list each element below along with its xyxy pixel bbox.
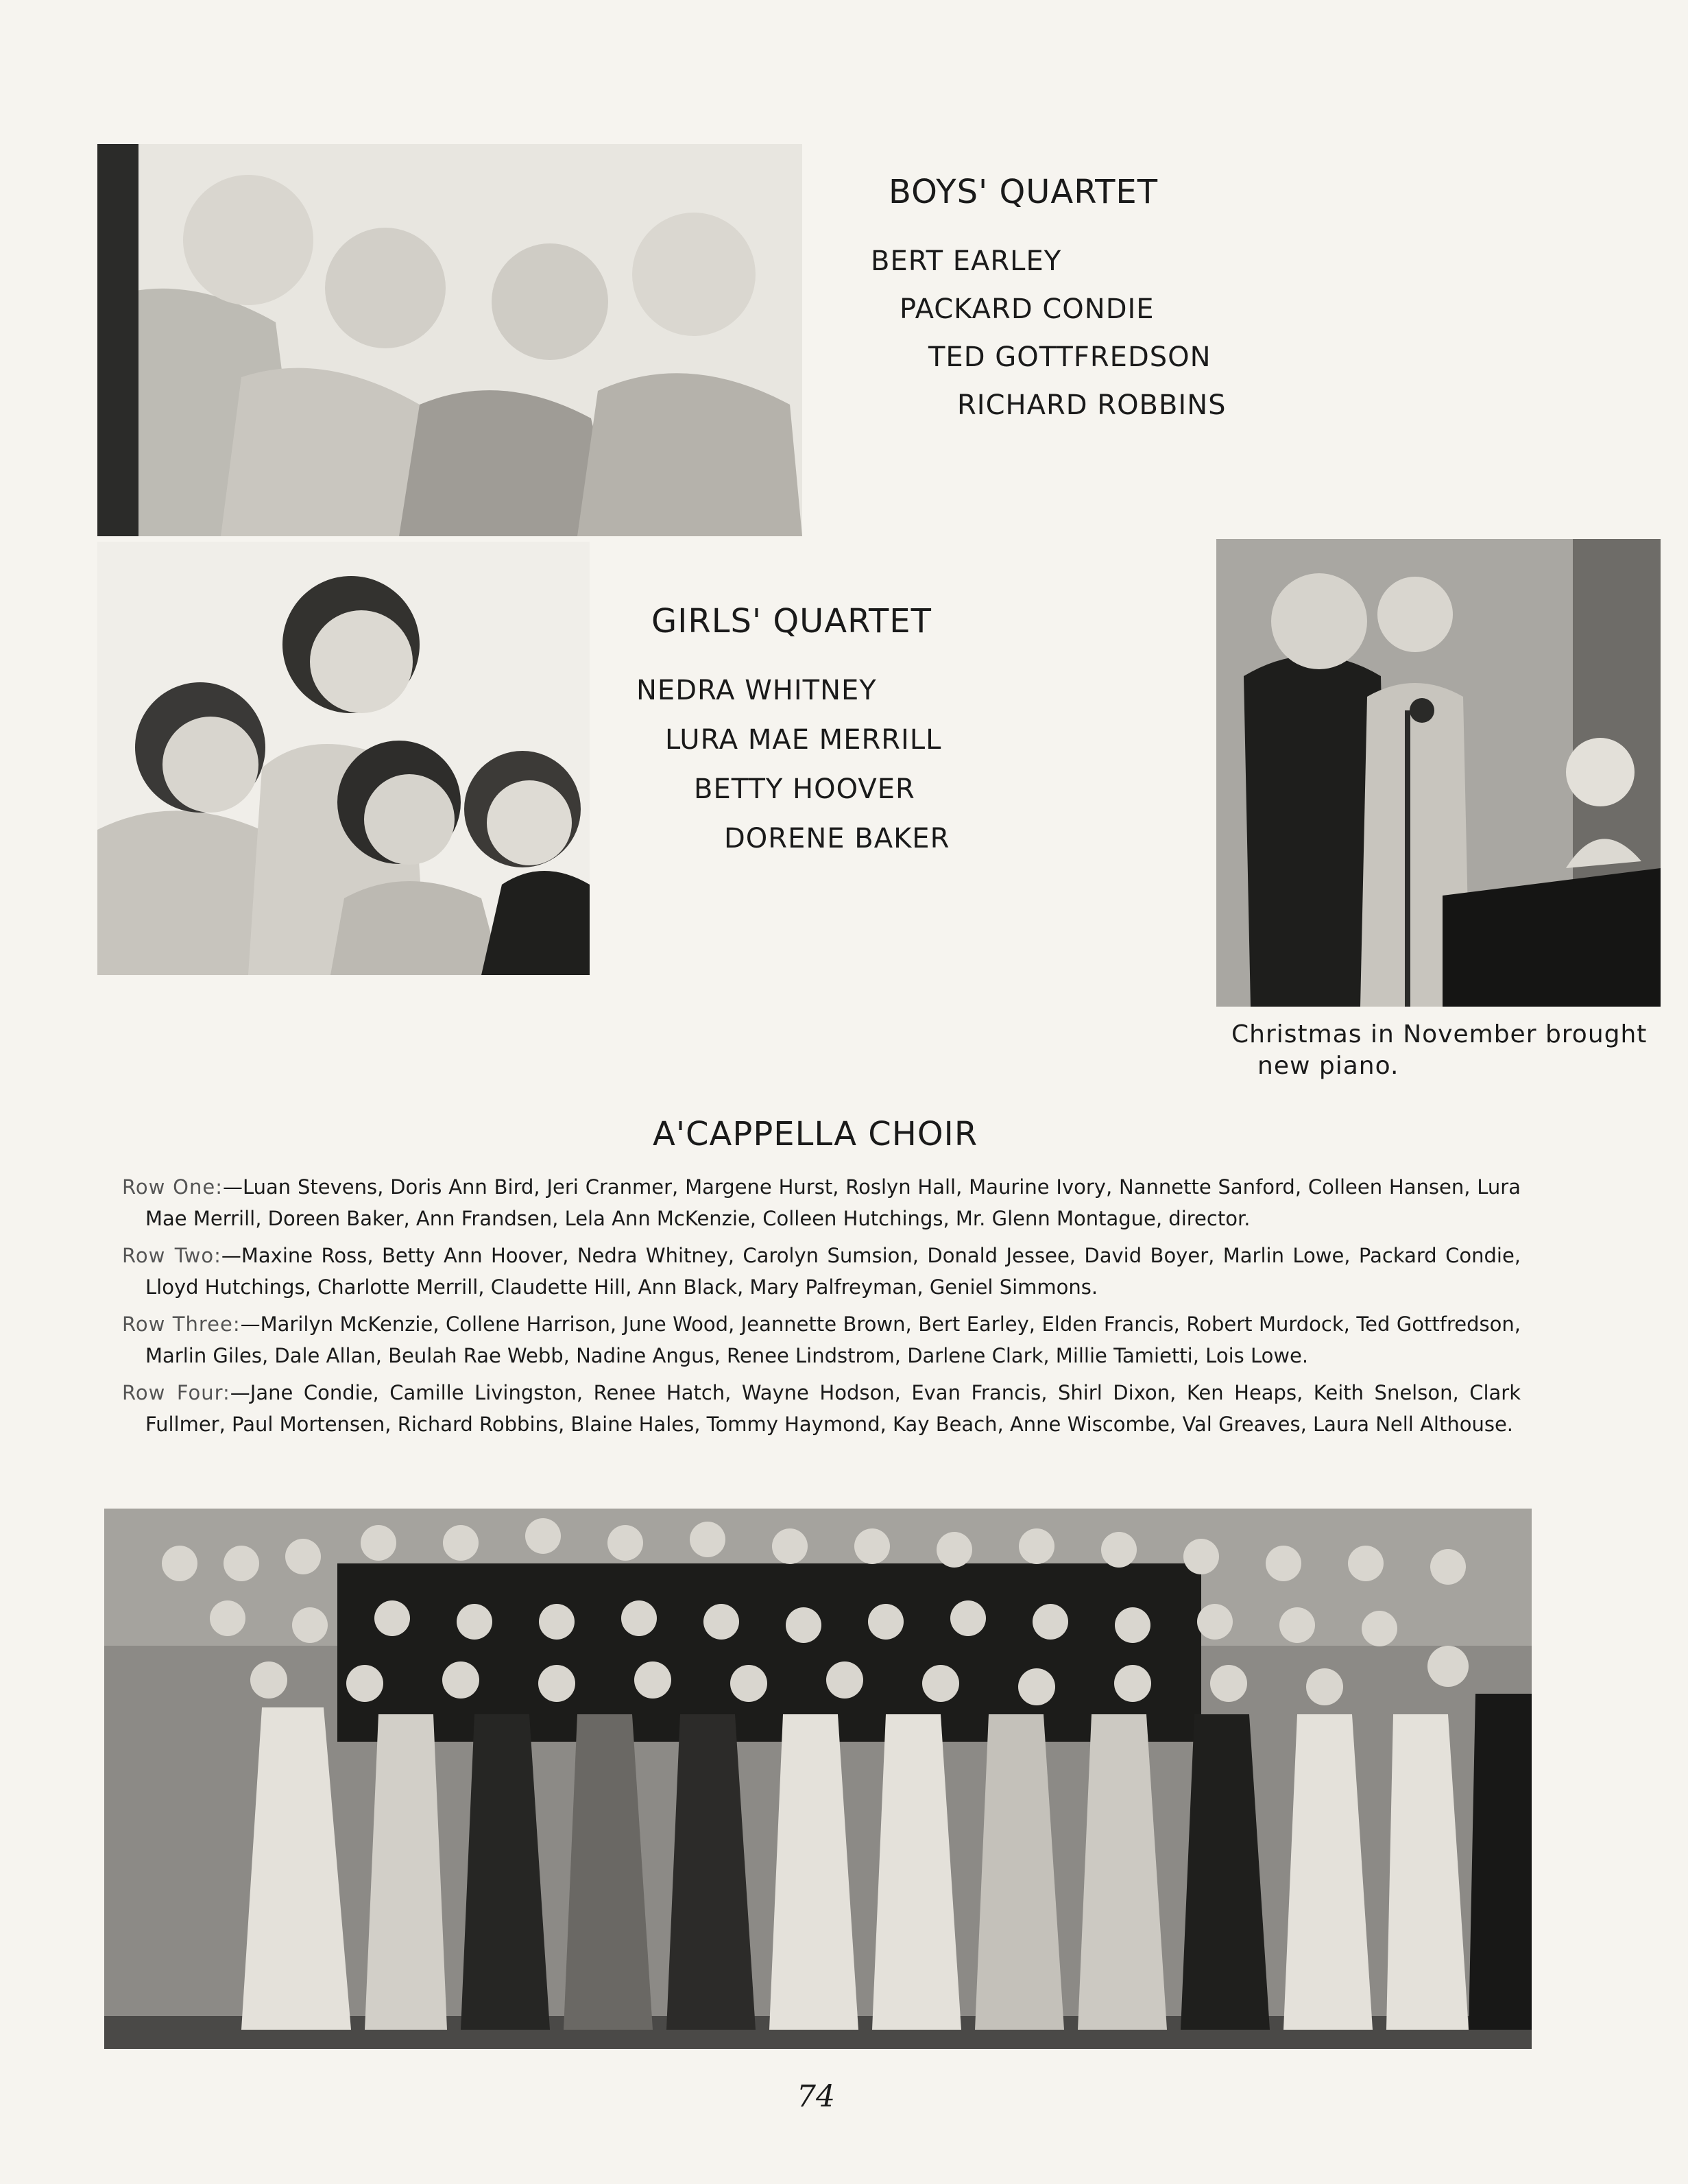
- boys-quartet-member: BERT EARLEY: [871, 245, 1062, 277]
- row-names: —Marilyn McKenzie, Collene Harrison, June Wood, Jeannette Brown, Bert Earley, Elden Francis, Robert Murdock, Ted Gottfredson, Marlin Giles, Dale Allan, Beulah Rae Webb, Nadine Angus, Renee Lindstrom, Darlene Clark, Millie Tamietti, Lois Lowe.: [145, 1312, 1521, 1367]
- piano-photo-caption-line1: Christmas in November brought: [1231, 1020, 1648, 1048]
- choir-row: [122, 1377, 1521, 1440]
- choir-photo: [104, 1509, 1532, 2049]
- girls-quartet-member: LURA MAE MERRILL: [665, 724, 942, 756]
- row-label: Row One:: [122, 1175, 223, 1199]
- choir-row: [122, 1171, 1521, 1234]
- girls-quartet-photo: [97, 542, 590, 975]
- row-label: Row Three:: [122, 1312, 241, 1336]
- boys-quartet-photo: [97, 144, 802, 536]
- page-number: 74: [797, 2079, 835, 2114]
- choir-rows: [122, 1171, 1521, 1445]
- boys-quartet-title: BOYS' QUARTET: [889, 173, 1159, 211]
- choir-row: [122, 1240, 1521, 1303]
- piano-photo: [1216, 539, 1661, 1007]
- girls-quartet-member: NEDRA WHITNEY: [636, 675, 877, 706]
- row-names: —Luan Stevens, Doris Ann Bird, Jeri Cranmer, Margene Hurst, Roslyn Hall, Maurine Ivory, Nannette Sanford, Colleen Hansen, Lura Mae Merrill, Doreen Baker, Ann Frandsen, Lela Ann McKenzie, Colleen Hutchings, Mr. Glenn Montague, director.: [145, 1175, 1521, 1230]
- choir-row: [122, 1308, 1521, 1371]
- piano-photo-caption-line2: new piano.: [1257, 1052, 1399, 1080]
- row-names: —Jane Condie, Camille Livingston, Renee Hatch, Wayne Hodson, Evan Francis, Shirl Dixon, Ken Heaps, Keith Snelson, Clark Fullmer, Paul Mortensen, Richard Robbins, Blaine Hales, Tommy Haymond, Kay Beach, Anne Wiscombe, Val Greaves, Laura Nell Althouse.: [145, 1381, 1521, 1436]
- choir-title: A'CAPPELLA CHOIR: [653, 1115, 978, 1153]
- boys-quartet-member: PACKARD CONDIE: [900, 293, 1155, 325]
- row-label: Row Four:: [122, 1381, 230, 1404]
- girls-quartet-title: GIRLS' QUARTET: [651, 602, 932, 640]
- boys-quartet-member: TED GOTTFREDSON: [928, 341, 1211, 373]
- girls-quartet-member: BETTY HOOVER: [694, 773, 915, 805]
- row-names: —Maxine Ross, Betty Ann Hoover, Nedra Whitney, Carolyn Sumsion, Donald Jessee, David Boyer, Marlin Lowe, Packard Condie, Lloyd Hutchings, Charlotte Merrill, Claudette Hill, Ann Black, Mary Palfreyman, Geniel Simmons.: [145, 1244, 1521, 1299]
- girls-quartet-member: DORENE BAKER: [724, 823, 950, 854]
- boys-quartet-member: RICHARD ROBBINS: [957, 389, 1227, 421]
- row-label: Row Two:: [122, 1244, 221, 1267]
